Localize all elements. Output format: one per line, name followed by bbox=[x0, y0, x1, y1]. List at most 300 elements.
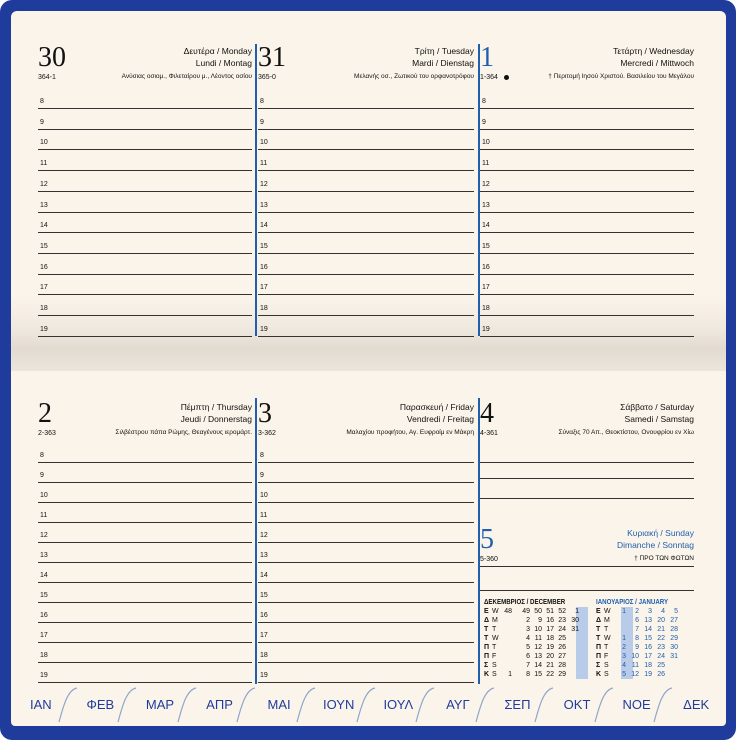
hour-label: 19 bbox=[260, 672, 268, 679]
hour-label: 10 bbox=[260, 139, 268, 147]
weekday-label-fr-de: Lundi / Montag bbox=[195, 58, 252, 68]
writing-line[interactable] bbox=[480, 149, 694, 150]
mini-calendar bbox=[484, 597, 594, 681]
date-cell[interactable]: 28 bbox=[558, 662, 566, 669]
day-31 bbox=[258, 44, 474, 344]
date-cell[interactable]: 15 bbox=[644, 635, 652, 642]
hour-label: 11 bbox=[260, 512, 268, 519]
hour-label: 17 bbox=[260, 632, 268, 639]
writing-line[interactable] bbox=[480, 498, 694, 499]
weekday-label: Κυριακή / Sunday bbox=[627, 528, 694, 538]
date-cell[interactable]: 26 bbox=[657, 671, 665, 678]
hour-label: 14 bbox=[40, 572, 48, 579]
hour-label: 8 bbox=[482, 98, 486, 105]
weekday-label: Πέμπτη / Thursday bbox=[180, 402, 252, 412]
writing-line[interactable] bbox=[480, 315, 694, 316]
writing-line[interactable] bbox=[38, 482, 252, 483]
date-cell[interactable]: 16 bbox=[644, 644, 652, 651]
saint-name: Ανύσιας οσιομ., Φιλεταίρου μ., Λέοντος οσίου bbox=[121, 73, 252, 80]
hour-label: 14 bbox=[260, 222, 268, 230]
date-cell[interactable]: 6 bbox=[635, 617, 639, 624]
date-cell[interactable]: 12 bbox=[631, 671, 639, 678]
mini-calendar-header bbox=[596, 608, 706, 617]
writing-line[interactable] bbox=[480, 108, 694, 109]
hour-label: 18 bbox=[40, 652, 48, 659]
hour-label: 9 bbox=[260, 472, 264, 479]
date-cell[interactable]: 3 bbox=[526, 626, 530, 633]
date-cell[interactable]: 17 bbox=[546, 626, 554, 633]
hour-label: 15 bbox=[40, 592, 48, 599]
header-cell: 3 bbox=[648, 608, 652, 615]
writing-line[interactable] bbox=[258, 622, 474, 623]
day-number: 4 bbox=[480, 398, 494, 429]
date-cell[interactable]: 14 bbox=[534, 662, 542, 669]
date-cell[interactable]: 18 bbox=[546, 635, 554, 642]
header-cell: 50 bbox=[534, 608, 542, 615]
writing-line[interactable] bbox=[38, 232, 252, 233]
hour-label: 11 bbox=[482, 160, 490, 168]
writing-line[interactable] bbox=[38, 662, 252, 663]
day-of-year: 365-0 bbox=[258, 74, 276, 81]
weekday-en: S bbox=[492, 671, 497, 678]
header-cell: 49 bbox=[522, 608, 530, 615]
hour-label: 18 bbox=[482, 305, 490, 312]
writing-line[interactable] bbox=[258, 482, 474, 483]
column-separator bbox=[478, 44, 480, 336]
date-cell[interactable]: 5 bbox=[622, 671, 626, 678]
writing-line[interactable] bbox=[258, 108, 474, 109]
hour-label: 8 bbox=[40, 98, 44, 105]
date-cell[interactable]: 25 bbox=[558, 635, 566, 642]
writing-line[interactable] bbox=[258, 170, 474, 171]
header-cell: W bbox=[492, 608, 499, 615]
weekday-gr: Κ bbox=[596, 671, 602, 678]
writing-line[interactable] bbox=[38, 129, 252, 130]
writing-line[interactable] bbox=[480, 478, 694, 479]
writing-line[interactable] bbox=[38, 522, 252, 523]
column-separator bbox=[255, 44, 257, 336]
weekday-gr: Π bbox=[596, 644, 602, 651]
header-cell: 2 bbox=[635, 608, 639, 615]
hour-label: 8 bbox=[260, 98, 264, 105]
hour-label: 19 bbox=[260, 325, 268, 333]
writing-line[interactable] bbox=[38, 562, 252, 563]
writing-line[interactable] bbox=[38, 622, 252, 623]
tab-divider bbox=[474, 684, 496, 726]
tab-divider bbox=[652, 684, 674, 726]
day-of-year: 5-360 bbox=[480, 556, 498, 563]
date-cell[interactable]: 20 bbox=[546, 653, 554, 660]
weekday-en: M bbox=[492, 617, 498, 624]
saint-name: † Περιτομή Ιησού Χριστού. Βασιλείου του Μεγάλου bbox=[548, 73, 694, 80]
hour-label: 8 bbox=[40, 452, 44, 459]
writing-line[interactable] bbox=[258, 274, 474, 275]
hour-label: 13 bbox=[482, 201, 490, 209]
day-of-year: 2-363 bbox=[38, 430, 56, 437]
writing-line[interactable] bbox=[258, 129, 474, 130]
writing-line[interactable] bbox=[38, 682, 252, 683]
date-cell[interactable]: 10 bbox=[534, 626, 542, 633]
hour-label: 18 bbox=[40, 305, 48, 312]
header-cell: E bbox=[484, 608, 489, 615]
weekday-label-fr-de: Mercredi / Mittwoch bbox=[620, 58, 694, 68]
writing-line[interactable] bbox=[258, 191, 474, 192]
tab-divider bbox=[414, 684, 436, 726]
date-cell[interactable]: 19 bbox=[644, 671, 652, 678]
hour-label: 11 bbox=[260, 160, 268, 168]
date-cell[interactable]: 16 bbox=[546, 617, 554, 624]
hour-label: 14 bbox=[260, 572, 268, 579]
date-cell[interactable]: 11 bbox=[534, 635, 542, 642]
weekday-gr: Τ bbox=[484, 635, 489, 642]
date-cell[interactable]: 9 bbox=[538, 617, 542, 624]
date-cell[interactable]: 17 bbox=[644, 653, 652, 660]
hour-label: 9 bbox=[40, 118, 44, 126]
hour-label: 16 bbox=[482, 263, 490, 271]
writing-line[interactable] bbox=[480, 590, 694, 591]
month-tab-5[interactable]: ΜΑΙ bbox=[267, 697, 291, 712]
date-cell[interactable]: 10 bbox=[631, 653, 639, 660]
tab-divider bbox=[235, 684, 257, 726]
column-separator bbox=[478, 398, 480, 686]
mini-calendar-row bbox=[484, 626, 594, 635]
writing-line[interactable] bbox=[480, 462, 694, 463]
hour-label: 9 bbox=[482, 118, 486, 126]
date-cell[interactable]: 15 bbox=[534, 671, 542, 678]
date-cell[interactable]: 4 bbox=[526, 635, 530, 642]
month-tabs bbox=[11, 684, 726, 729]
hour-label: 16 bbox=[260, 612, 268, 619]
date-cell[interactable]: 18 bbox=[644, 662, 652, 669]
writing-line[interactable] bbox=[38, 253, 252, 254]
hour-label: 10 bbox=[260, 492, 268, 499]
weekday-gr: Π bbox=[484, 644, 490, 651]
writing-line[interactable] bbox=[38, 642, 252, 643]
month-tab-1[interactable]: ΙΑΝ bbox=[29, 697, 52, 712]
saint-name: Σιλβέστρου πάπα Ρώμης, Θεαγένους ιερομάρτ. bbox=[115, 429, 252, 436]
mini-calendar bbox=[596, 597, 706, 681]
header-cell: 1 bbox=[575, 608, 579, 615]
hour-label: 14 bbox=[482, 222, 490, 230]
writing-line[interactable] bbox=[38, 274, 252, 275]
date-cell[interactable]: 1 bbox=[622, 635, 626, 642]
weekday-en: F bbox=[492, 653, 497, 660]
date-cell[interactable]: 27 bbox=[670, 617, 678, 624]
tab-divider bbox=[116, 684, 138, 726]
saint-name: † ΠΡΟ ΤΩΝ ΦΩΤΩΝ bbox=[634, 555, 694, 562]
weekday-label: Δευτέρα / Monday bbox=[183, 46, 252, 56]
day-of-year: 4-361 bbox=[480, 430, 498, 437]
date-cell[interactable]: 26 bbox=[558, 644, 566, 651]
date-cell[interactable]: 8 bbox=[635, 635, 639, 642]
writing-line[interactable] bbox=[38, 462, 252, 463]
month-tab-12[interactable]: ΔΕΚ bbox=[683, 697, 710, 712]
weekday-label-fr-de: Vendredi / Freitag bbox=[406, 414, 474, 424]
date-cell[interactable]: 30 bbox=[571, 617, 579, 624]
mini-calendar-row bbox=[484, 671, 594, 680]
writing-line[interactable] bbox=[480, 336, 694, 337]
mini-calendar-title: ΙΑΝΟΥΑΡΙΟΣ / JANUARY bbox=[596, 597, 669, 606]
month-tab-4[interactable]: ΑΠΡ bbox=[206, 697, 233, 712]
day-1 bbox=[480, 44, 694, 344]
date-cell[interactable]: 14 bbox=[644, 626, 652, 633]
hour-label: 8 bbox=[260, 452, 264, 459]
weekday-label-fr-de: Dimanche / Sonntag bbox=[616, 540, 694, 550]
weekday-gr: Τ bbox=[484, 626, 489, 633]
tab-divider bbox=[533, 684, 555, 726]
date-cell[interactable]: 13 bbox=[534, 653, 542, 660]
month-tab-10[interactable]: ΟΚΤ bbox=[563, 697, 591, 712]
month-tab-8[interactable]: ΑΥΓ bbox=[446, 697, 470, 712]
weekday-gr: Π bbox=[596, 653, 602, 660]
hour-label: 19 bbox=[40, 325, 48, 333]
writing-line[interactable] bbox=[38, 582, 252, 583]
date-cell[interactable]: 20 bbox=[657, 617, 665, 624]
writing-line[interactable] bbox=[258, 336, 474, 337]
header-cell: 52 bbox=[558, 608, 566, 615]
weekday-gr: Τ bbox=[596, 635, 601, 642]
hour-label: 9 bbox=[40, 472, 44, 479]
writing-line[interactable] bbox=[480, 129, 694, 130]
mini-calendar-row bbox=[484, 644, 594, 653]
weekday-label-fr-de: Mardi / Dienstag bbox=[412, 58, 474, 68]
column-separator bbox=[255, 398, 257, 686]
date-cell[interactable]: 30 bbox=[670, 644, 678, 651]
date-cell[interactable]: 22 bbox=[546, 671, 554, 678]
writing-line[interactable] bbox=[258, 294, 474, 295]
weekday-label-fr-de: Samedi / Samstag bbox=[624, 414, 694, 424]
tab-divider bbox=[176, 684, 198, 726]
hour-label: 19 bbox=[40, 672, 48, 679]
weekday-en: W bbox=[492, 635, 499, 642]
tab-divider bbox=[355, 684, 377, 726]
date-cell[interactable]: 23 bbox=[657, 644, 665, 651]
date-cell[interactable]: 29 bbox=[670, 635, 678, 642]
writing-line[interactable] bbox=[38, 170, 252, 171]
hour-label: 13 bbox=[40, 552, 48, 559]
day-of-year: 3-362 bbox=[258, 430, 276, 437]
writing-line[interactable] bbox=[258, 682, 474, 683]
date-cell[interactable]: 19 bbox=[546, 644, 554, 651]
date-cell[interactable]: 27 bbox=[558, 653, 566, 660]
weekday-label: Παρασκευή / Friday bbox=[399, 402, 474, 412]
writing-line[interactable] bbox=[258, 562, 474, 563]
mini-calendar-row bbox=[596, 617, 706, 626]
hour-label: 15 bbox=[482, 242, 490, 250]
date-cell[interactable]: 24 bbox=[558, 626, 566, 633]
hour-label: 18 bbox=[260, 305, 268, 312]
day-number: 30 bbox=[38, 42, 66, 73]
writing-line[interactable] bbox=[258, 522, 474, 523]
day-number: 3 bbox=[258, 398, 272, 429]
weekday-en: T bbox=[492, 644, 497, 651]
hour-label: 12 bbox=[40, 532, 48, 539]
day-number: 1 bbox=[480, 42, 494, 73]
weekday-gr: Δ bbox=[596, 617, 602, 624]
writing-line[interactable] bbox=[258, 315, 474, 316]
writing-line[interactable] bbox=[258, 662, 474, 663]
writing-line[interactable] bbox=[258, 462, 474, 463]
weekday-en: S bbox=[604, 662, 609, 669]
date-cell[interactable]: 24 bbox=[657, 653, 665, 660]
date-cell[interactable]: 2 bbox=[622, 644, 626, 651]
date-cell[interactable]: 11 bbox=[631, 662, 639, 669]
mini-calendar-row bbox=[596, 635, 706, 644]
writing-line[interactable] bbox=[480, 294, 694, 295]
writing-line[interactable] bbox=[38, 542, 252, 543]
date-cell[interactable]: 31 bbox=[571, 626, 579, 633]
writing-line[interactable] bbox=[38, 294, 252, 295]
weekday-gr: Δ bbox=[484, 617, 490, 624]
writing-line[interactable] bbox=[38, 336, 252, 337]
day-of-year: 364-1 bbox=[38, 74, 56, 81]
date-cell[interactable]: 6 bbox=[526, 653, 530, 660]
saint-name: Σύναξις 70 Απ., Θεοκτίστου, Ονουφρίου εν Χίω bbox=[558, 429, 694, 436]
writing-line[interactable] bbox=[480, 170, 694, 171]
writing-line[interactable] bbox=[258, 582, 474, 583]
mini-calendar-row bbox=[484, 635, 594, 644]
hour-label: 17 bbox=[40, 284, 48, 292]
weekday-en: T bbox=[604, 626, 609, 633]
writing-line[interactable] bbox=[38, 108, 252, 109]
writing-line[interactable] bbox=[258, 542, 474, 543]
writing-line[interactable] bbox=[38, 149, 252, 150]
weekday-label: Τετάρτη / Wednesday bbox=[613, 46, 694, 56]
writing-line[interactable] bbox=[38, 502, 252, 503]
date-cell[interactable]: 8 bbox=[526, 671, 530, 678]
writing-line[interactable] bbox=[38, 191, 252, 192]
weekday-en: M bbox=[604, 617, 610, 624]
month-tab-6[interactable]: ΙΟΥΝ bbox=[323, 697, 355, 712]
weekday-label-fr-de: Jeudi / Donnerstag bbox=[180, 414, 252, 424]
writing-line[interactable] bbox=[38, 212, 252, 213]
hour-label: 15 bbox=[40, 242, 48, 250]
date-cell[interactable]: 23 bbox=[558, 617, 566, 624]
day-5 bbox=[480, 526, 694, 566]
day-number: 31 bbox=[258, 42, 286, 73]
date-cell[interactable]: 31 bbox=[670, 653, 678, 660]
writing-line[interactable] bbox=[258, 642, 474, 643]
date-cell[interactable]: 1 bbox=[508, 671, 512, 678]
month-tab-9[interactable]: ΣΕΠ bbox=[504, 697, 531, 712]
weekday-gr: Τ bbox=[596, 626, 601, 633]
month-tab-11[interactable]: ΝΟΕ bbox=[622, 697, 651, 712]
hour-label: 11 bbox=[40, 512, 48, 519]
date-cell[interactable]: 2 bbox=[526, 617, 530, 624]
weekday-en: T bbox=[604, 644, 609, 651]
hour-label: 9 bbox=[260, 118, 264, 126]
date-cell[interactable]: 12 bbox=[534, 644, 542, 651]
mini-calendar-row bbox=[596, 644, 706, 653]
header-cell: 48 bbox=[504, 608, 512, 615]
date-cell[interactable]: 3 bbox=[622, 653, 626, 660]
mini-calendar-header bbox=[484, 608, 594, 617]
mini-calendar-row bbox=[484, 617, 594, 626]
writing-line[interactable] bbox=[258, 232, 474, 233]
writing-line[interactable] bbox=[480, 566, 694, 567]
date-cell[interactable]: 29 bbox=[558, 671, 566, 678]
moon-phase-icon bbox=[504, 75, 509, 80]
date-cell[interactable]: 28 bbox=[670, 626, 678, 633]
day-number: 5 bbox=[480, 524, 494, 555]
weekday-en: F bbox=[604, 653, 609, 660]
hour-label: 12 bbox=[260, 532, 268, 539]
hour-label: 13 bbox=[260, 201, 268, 209]
hour-label: 15 bbox=[260, 242, 268, 250]
weekday-label: Τρίτη / Tuesday bbox=[414, 46, 474, 56]
mini-calendar-row bbox=[484, 653, 594, 662]
writing-line[interactable] bbox=[38, 315, 252, 316]
writing-line[interactable] bbox=[258, 212, 474, 213]
weekday-en: W bbox=[604, 635, 611, 642]
writing-line[interactable] bbox=[258, 253, 474, 254]
weekday-en: T bbox=[492, 626, 497, 633]
hour-label: 15 bbox=[260, 592, 268, 599]
mini-calendar-row bbox=[484, 662, 594, 671]
hour-label: 10 bbox=[40, 492, 48, 499]
header-cell: E bbox=[596, 608, 601, 615]
saint-name: Μαλαχίου προφήτου, Αγ. Ευφροίμ εν Μάκρη bbox=[346, 429, 474, 436]
date-cell[interactable]: 4 bbox=[622, 662, 626, 669]
month-tab-2[interactable]: ΦΕΒ bbox=[86, 697, 115, 712]
date-cell[interactable]: 5 bbox=[526, 644, 530, 651]
header-cell: 4 bbox=[661, 608, 665, 615]
writing-line[interactable] bbox=[480, 212, 694, 213]
hour-label: 13 bbox=[40, 201, 48, 209]
writing-line[interactable] bbox=[480, 191, 694, 192]
writing-line[interactable] bbox=[258, 149, 474, 150]
date-cell[interactable]: 25 bbox=[657, 662, 665, 669]
month-tab-7[interactable]: ΙΟΥΛ bbox=[383, 697, 414, 712]
hour-label: 16 bbox=[40, 263, 48, 271]
writing-line[interactable] bbox=[480, 274, 694, 275]
mini-calendar-row bbox=[596, 653, 706, 662]
weekday-gr: Σ bbox=[484, 662, 489, 669]
date-cell[interactable]: 21 bbox=[546, 662, 554, 669]
header-cell: W bbox=[604, 608, 611, 615]
date-cell[interactable]: 7 bbox=[635, 626, 639, 633]
day-of-year: 1-364 bbox=[480, 74, 498, 81]
tab-divider bbox=[593, 684, 615, 726]
weekday-gr: Κ bbox=[484, 671, 490, 678]
date-cell[interactable]: 21 bbox=[657, 626, 665, 633]
month-tab-3[interactable]: ΜΑΡ bbox=[145, 697, 175, 712]
header-cell: 1 bbox=[622, 608, 626, 615]
writing-line[interactable] bbox=[258, 502, 474, 503]
tab-divider bbox=[57, 684, 79, 726]
date-cell[interactable]: 7 bbox=[526, 662, 530, 669]
hour-label: 14 bbox=[40, 222, 48, 230]
hour-label: 11 bbox=[40, 160, 48, 168]
tab-divider bbox=[295, 684, 317, 726]
mini-calendar-row bbox=[596, 662, 706, 671]
weekday-label: Σάββατο / Saturday bbox=[620, 402, 694, 412]
date-cell[interactable]: 9 bbox=[635, 644, 639, 651]
writing-line[interactable] bbox=[258, 602, 474, 603]
writing-line[interactable] bbox=[38, 602, 252, 603]
writing-line[interactable] bbox=[480, 232, 694, 233]
writing-line[interactable] bbox=[480, 253, 694, 254]
header-cell: 51 bbox=[546, 608, 554, 615]
weekday-en: S bbox=[492, 662, 497, 669]
weekday-gr: Π bbox=[484, 653, 490, 660]
date-cell[interactable]: 13 bbox=[644, 617, 652, 624]
mini-calendar-title: ΔΕΚΕΜΒΡΙΟΣ / DECEMBER bbox=[484, 597, 566, 606]
hour-label: 16 bbox=[40, 612, 48, 619]
date-cell[interactable]: 22 bbox=[657, 635, 665, 642]
header-cell: 5 bbox=[674, 608, 678, 615]
day-number: 2 bbox=[38, 398, 52, 429]
